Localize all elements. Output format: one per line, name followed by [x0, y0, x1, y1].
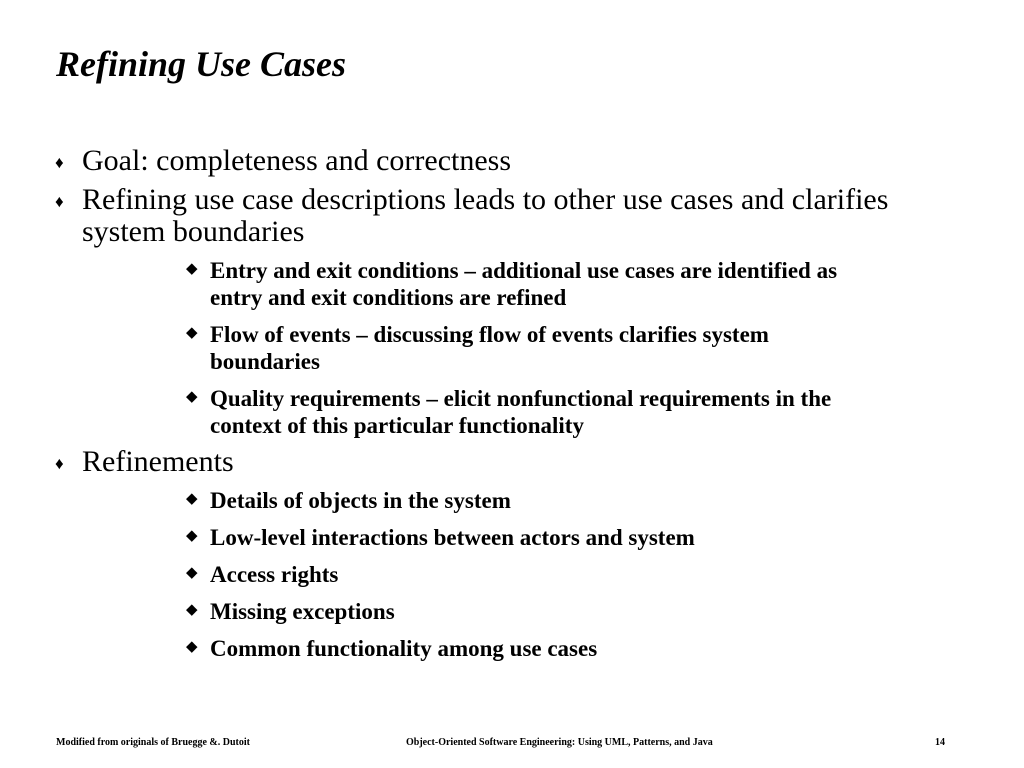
bullet-text: Refinements	[82, 445, 234, 478]
diamond-bullet-icon: ♦	[55, 454, 64, 473]
sub-bullet-item	[82, 524, 964, 551]
bullet-item-goal	[0, 145, 1024, 177]
diamond-sub-bullet-icon: ◆	[186, 528, 198, 544]
sub-bullet-text: Common functionality among use cases	[210, 636, 598, 661]
sub-bullet-item	[82, 385, 964, 439]
diamond-sub-bullet-icon: ◆	[186, 325, 198, 341]
bullet-item-refining-descriptions	[0, 184, 1024, 439]
sub-bullet-text: Low-level interactions between actors and system	[210, 525, 695, 550]
diamond-sub-bullet-icon: ◆	[186, 565, 198, 581]
sub-bullet-text: Access rights	[210, 562, 339, 587]
sub-bullet-text: Quality requirements – elicit nonfunctional requirements in the context of this particular functionality	[210, 386, 832, 438]
diamond-bullet-icon: ♦	[55, 192, 64, 211]
diamond-sub-bullet-icon: ◆	[186, 491, 198, 507]
sub-bullet-list	[82, 257, 964, 439]
footer-book-title: Object-Oriented Software Engineering: Using UML, Patterns, and Java	[406, 737, 713, 748]
sub-bullet-item	[82, 635, 964, 662]
page-number: 14	[935, 737, 945, 748]
sub-bullet-item	[82, 487, 964, 514]
sub-bullet-text: Details of objects in the system	[210, 488, 511, 513]
sub-bullet-item	[82, 598, 964, 625]
sub-bullet-item	[82, 257, 964, 311]
diamond-bullet-icon: ♦	[55, 153, 64, 172]
sub-bullet-item	[82, 321, 964, 375]
diamond-sub-bullet-icon: ◆	[186, 389, 198, 405]
bullet-item-refinements	[0, 446, 1024, 662]
sub-bullet-item	[82, 561, 964, 588]
diamond-sub-bullet-icon: ◆	[186, 261, 198, 277]
diamond-sub-bullet-icon: ◆	[186, 639, 198, 655]
bullet-text: Refining use case descriptions leads to other use cases and clarifies system boundaries	[82, 183, 889, 248]
sub-bullet-text: Missing exceptions	[210, 599, 395, 624]
sub-bullet-list	[82, 487, 964, 662]
bullet-text: Goal: completeness and correctness	[82, 144, 512, 177]
diamond-sub-bullet-icon: ◆	[186, 602, 198, 618]
bullet-list	[0, 145, 1024, 662]
sub-bullet-text: Flow of events – discussing flow of events clarifies system boundaries	[210, 322, 769, 374]
sub-bullet-text: Entry and exit conditions – additional use cases are identified as entry and exit conditions are refined	[210, 258, 838, 310]
slide-title: Refining Use Cases	[56, 44, 347, 84]
footer-attribution: Modified from originals of Bruegge &. Dutoit	[56, 737, 250, 748]
